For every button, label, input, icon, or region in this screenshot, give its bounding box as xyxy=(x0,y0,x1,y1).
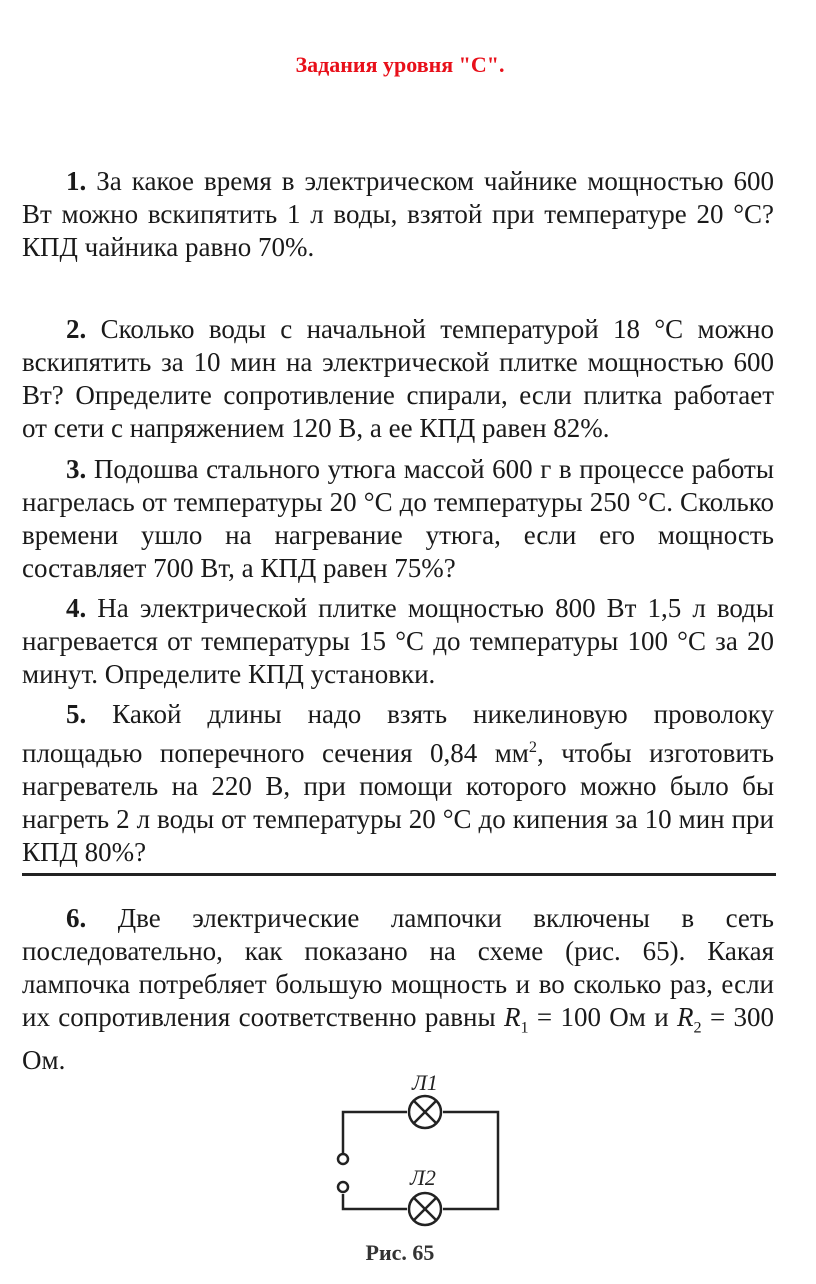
figure-caption: Рис. 65 xyxy=(365,1240,435,1265)
terminal-bottom-icon xyxy=(338,1182,348,1192)
r1-symbol: R xyxy=(503,1002,521,1032)
problem-number: 3. xyxy=(66,454,87,484)
problem-text: На электрической плитке мощностью 800 Вт 1,5 л воды нагревается от температуры 15 °С до температуры 100 °С за 20 минут. Определите КПД установки. xyxy=(22,593,775,689)
terminal-top-icon xyxy=(338,1154,348,1164)
circuit-diagram xyxy=(0,1060,816,1240)
page-title: Задания уровня "С". xyxy=(295,52,505,77)
problem-text: Какой длины надо взять никелиновую проволоку площадью поперечного сечения 0,84 мм xyxy=(22,699,775,768)
circuit-wire-bottom-left xyxy=(343,1194,407,1209)
superscript: 2 xyxy=(528,738,537,756)
problem-text: Подошва стального утюга массой 600 г в процессе работы нагрелась от температуры 20 °С до температуры 250 °С. Сколько времени ушло на нагревание утюга, если его мощность составляет 700 Вт, а КПД равен 75%? xyxy=(22,454,774,583)
problem-text: Две электрические лампочки включены в сеть последовательно, как показано на схеме (рис. 65). Какая лампочка потребляет большую мощность и во сколько раз, если их сопротивления соответственно равны xyxy=(22,903,774,1032)
problem-2 xyxy=(22,313,774,445)
problem-text-cont: = 100 Ом и xyxy=(528,1002,678,1032)
problem-text-cont: , чтобы изготовить нагреватель на 220 В, при помощи которого можно было бы нагреть 2 л воды от температуры 20 °С до кипения за 10 мин при КПД 80%? xyxy=(22,738,774,867)
r2-subscript: 2 xyxy=(693,1018,702,1037)
problem-number: 1. xyxy=(66,166,87,196)
problem-3 xyxy=(22,453,774,585)
problem-6 xyxy=(22,902,774,1077)
problem-number: 2. xyxy=(66,314,87,344)
problem-text: За какое время в электрическом чайнике мощностью 600 Вт можно вскипятить 1 л воды, взятой при температуре 20 °С? КПД чайника равно 70%. xyxy=(22,166,774,262)
problem-4 xyxy=(22,592,774,691)
circuit-wire-top-left xyxy=(343,1112,407,1117)
lamp-2-icon xyxy=(409,1193,441,1225)
problem-1 xyxy=(22,165,774,264)
circuit-wire-right xyxy=(443,1112,498,1209)
section-divider xyxy=(22,873,776,876)
r1-subscript: 1 xyxy=(520,1018,529,1037)
lamp-2-label: Л2 xyxy=(410,1165,436,1190)
problem-number: 6. xyxy=(66,903,87,933)
problem-text: Сколько воды с начальной температурой 18 °С можно вскипятить за 10 мин на электрической плитке мощностью 600 Вт? Определите сопротивление спирали, если плитка работает от сети с напряжением 120 В, а ее КПД равен 82%. xyxy=(22,314,775,443)
lamp-1-label: Л1 xyxy=(412,1070,438,1095)
problem-number: 5. xyxy=(66,699,87,729)
r2-symbol: R xyxy=(677,1002,694,1032)
lamp-1-icon xyxy=(409,1096,441,1128)
problem-text-end: = 300 Ом. xyxy=(22,1002,775,1076)
problem-5 xyxy=(22,698,774,869)
problem-number: 4. xyxy=(66,593,87,623)
